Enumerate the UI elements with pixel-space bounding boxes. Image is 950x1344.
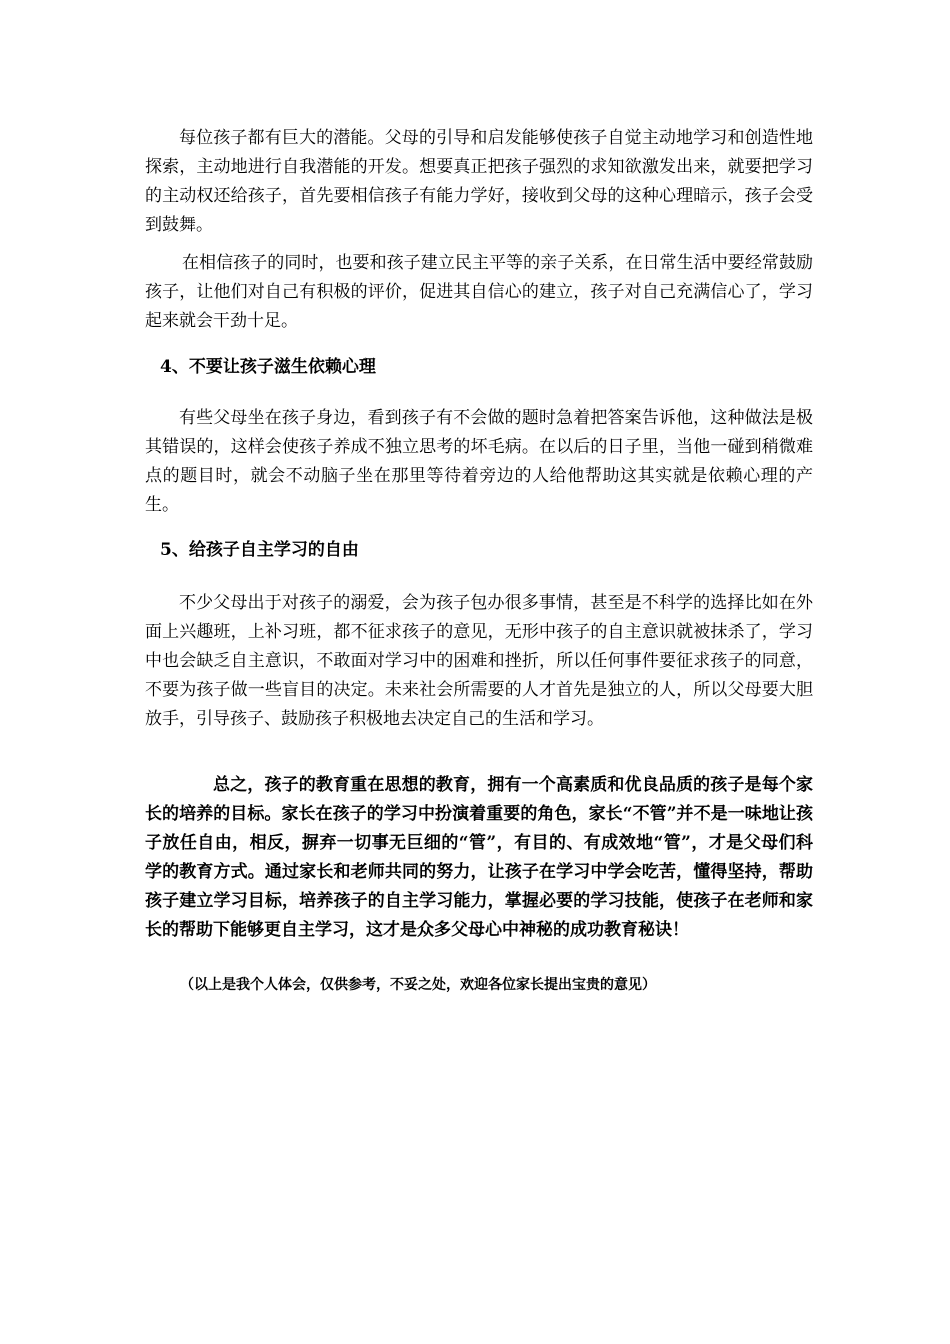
paragraph-dependence: 有些父母坐在孩子身边，看到孩子有不会做的题时急着把答案告诉他，这种做法是极其错误的，这样会使孩子养成不独立思考的坏毛病。在以后的日子里，当他一碰到稍微难点的题目时，就会不动脑子坐在那里等待着旁边的人给他帮助这其实就是依赖心理的产生。: [145, 408, 813, 515]
paragraph-potential: 每位孩子都有巨大的潜能。父母的引导和启发能够使孩子自觉主动地学习和创造性地探索，主动地进行自我潜能的开发。想要真正把孩子强烈的求知欲激发出来，就要把学习的主动权还给孩子，首先要相信孩子有能力学好，接收到父母的这种心理暗示，孩子会受到鼓舞。: [145, 128, 813, 235]
paragraph-freedom: 不少父母出于对孩子的溺爱，会为孩子包办很多事情，甚至是不科学的选择比如在外面上兴趣班，上补习班，都不征求孩子的意见，无形中孩子的自主意识就被抹杀了，学习中也会缺乏自主意识，不敢面对学习中的困难和挫折，所以任何事件要征求孩子的同意，不要为孩子做一些盲目的决定。未来社会所需要的人才首先是独立的人，所以父母要大胆放手，引导孩子、鼓励孩子积极地去决定自己的生活和学习。: [145, 593, 813, 729]
summary-paragraph: 总之，孩子的教育重在思想的教育，拥有一个高素质和优良品质的孩子是每个家长的培养的目标。家长在孩子的学习中扮演着重要的角色，家长“不管”并不是一味地让孩子放任自由，相反，摒弃一切事无巨细的“管”，有目的、有成效地“管”，才是父母们科学的教育方式。通过家长和老师共同的努力，让孩子在学习中学会吃苦，懂得坚持，帮助孩子建立学习目标，培养孩子的自主学习能力，掌握必要的学习技能，使孩子在老师和家长的帮助下能够更自主学习，这才是众多父母心中神秘的成功教育秘诀！: [145, 775, 813, 940]
heading-dependence: 4、不要让孩子滋生依赖心理: [160, 357, 376, 377]
paragraph-trust: 在相信孩子的同时，也要和孩子建立民主平等的亲子关系，在日常生活中要经常鼓励孩子，让他们对自己有积极的评价，促进其自信心的建立，孩子对自己充满信心了，学习起来就会干劲十足。: [145, 253, 813, 331]
closing-note: （以上是我个人体会，仅供参考，不妥之处，欢迎各位家长提出宝贵的意见）: [180, 977, 656, 993]
heading-freedom: 5、给孩子自主学习的自由: [160, 540, 359, 560]
